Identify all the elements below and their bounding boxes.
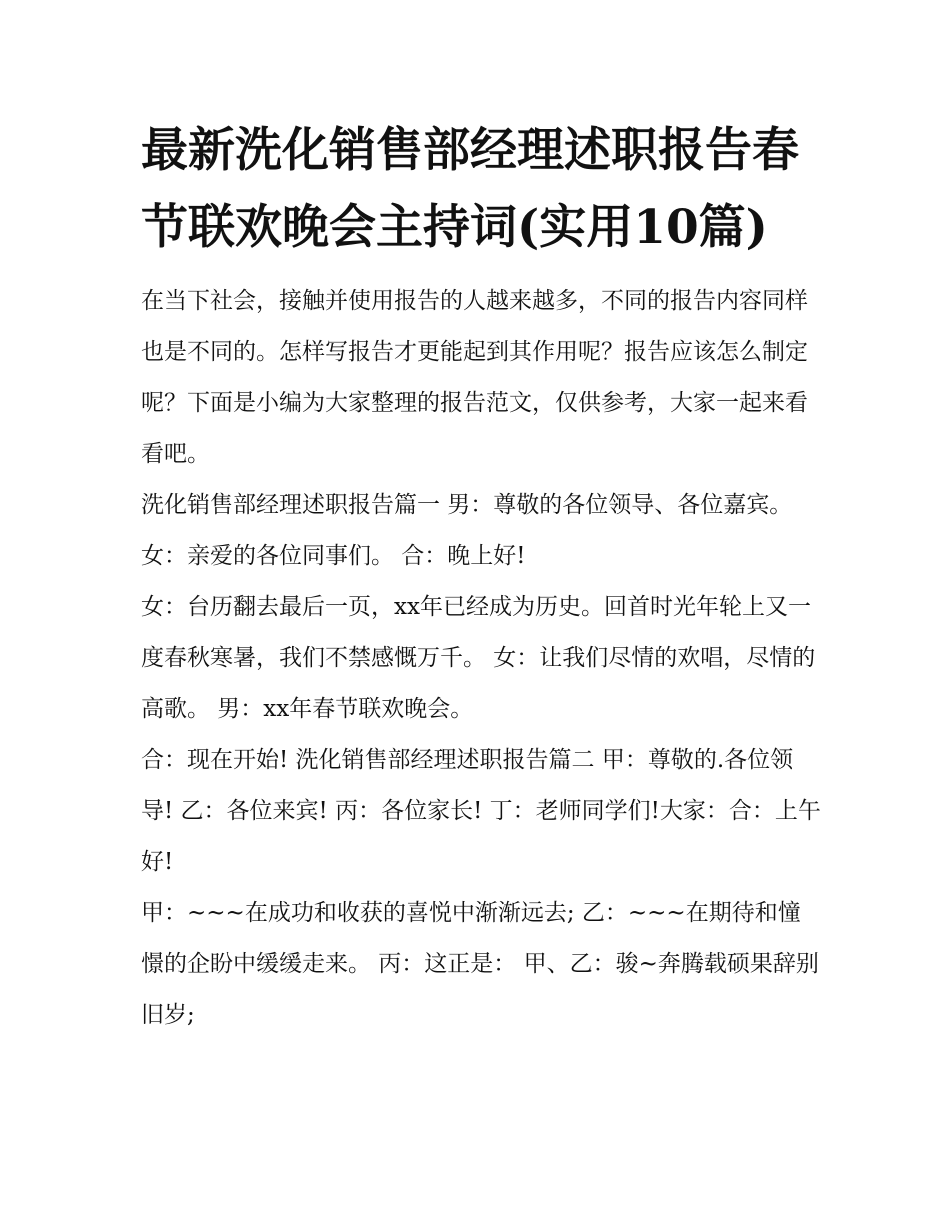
document-title: 最新洗化销售部经理述职报告春节联欢晚会主持词(实用10篇): [141, 123, 799, 255]
paragraph-3: 合：现在开始! 洗化销售部经理述职报告篇二 甲：尊敬的.各位领导! 乙：各位来宾! 丙：各位家长! 丁：老师同学们!大家：合：上午好!: [141, 747, 821, 875]
paragraph-4: 甲：~~~在成功和收获的喜悦中渐渐远去; 乙：~~~在期待和憧憬的企盼中缓缓走来。 丙：这正是： 甲、乙：骏~奔腾载硕果辞别旧岁;: [141, 900, 819, 1028]
paragraph-intro: 在当下社会，接触并使用报告的人越来越多，不同的报告内容同样也是不同的。怎样写报告才更能起到其作用呢？报告应该怎么制定呢？下面是小编为大家整理的报告范文，仅供参考，大家一起来看看吧。: [141, 288, 808, 467]
paragraph-2: 女：台历翻去最后一页，xx年已经成为历史。回首时光年轮上又一度春秋寒暑，我们不禁感慨万千。 女：让我们尽情的欢唱，尽情的高歌。 男：xx年春节联欢晚会。: [141, 594, 816, 722]
document-body: [141, 112, 821, 1041]
paragraph-1: 洗化销售部经理述职报告篇一 男：尊敬的各位领导、各位嘉宾。 女：亲爱的各位同事们。 合：晚上好!: [141, 492, 793, 569]
